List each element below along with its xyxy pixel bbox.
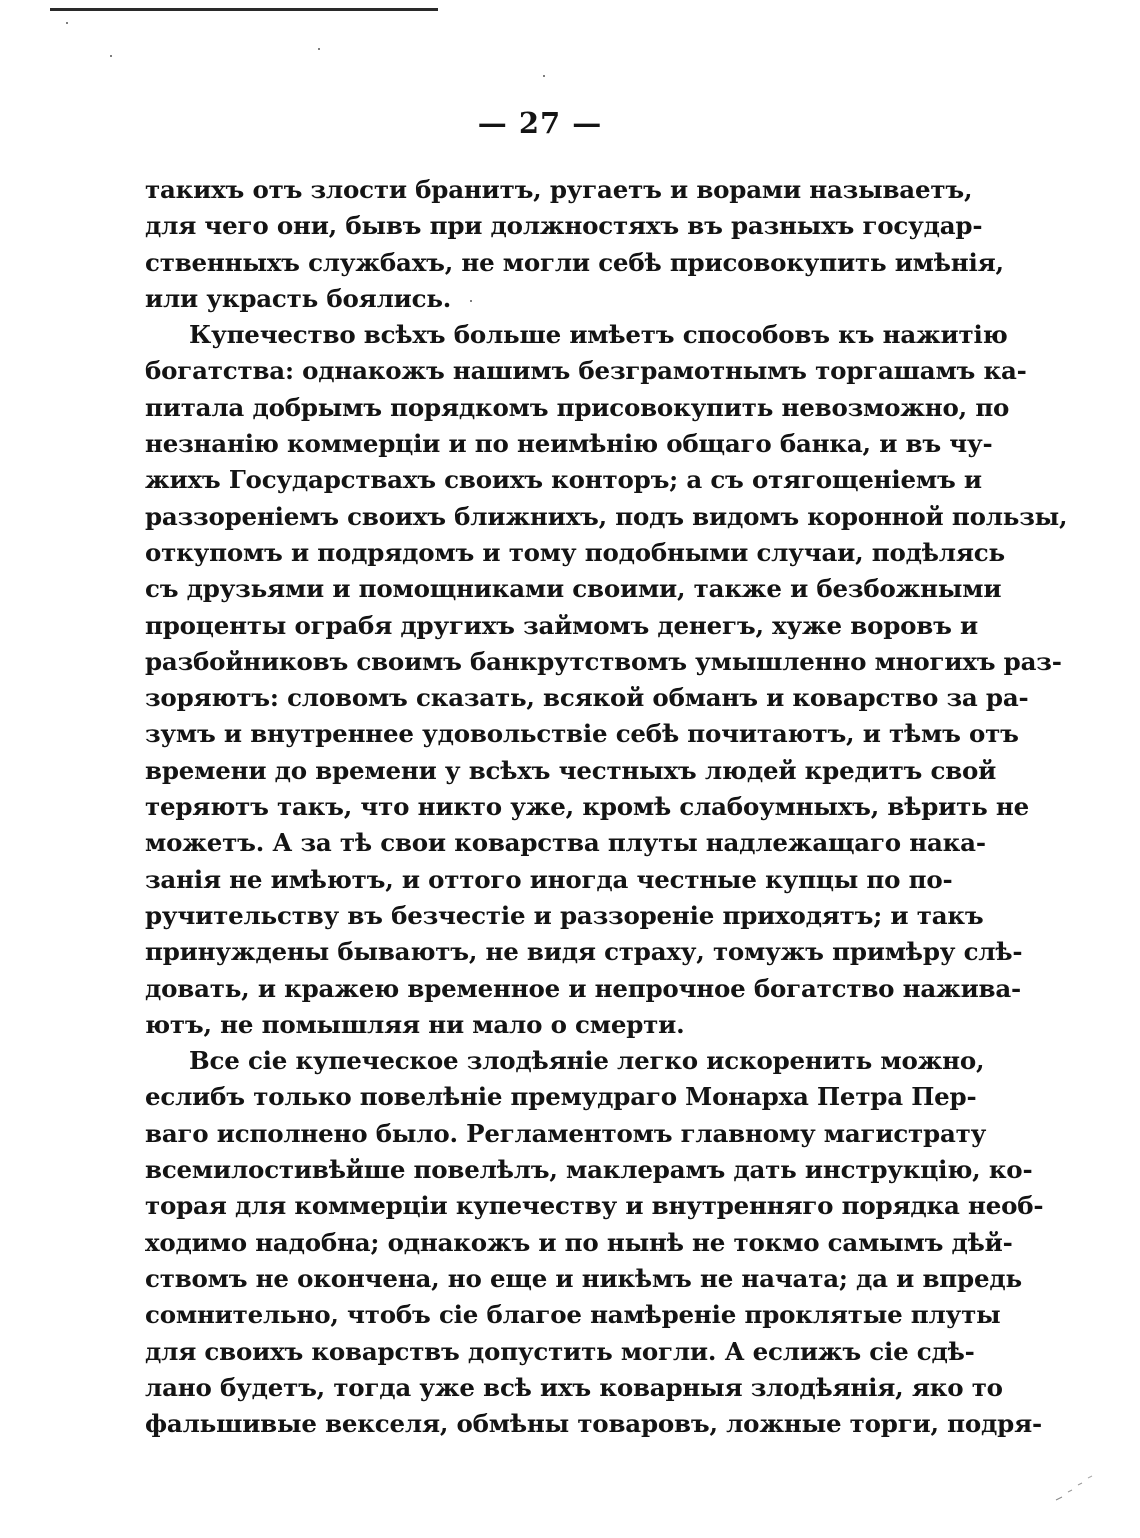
scan-speck [110, 55, 112, 57]
text-line: времени до времени у всѣхъ честныхъ людей кредитъ свой [145, 755, 997, 785]
text-line: довать, и кражею временное и непрочное богатство нажива- [145, 973, 1022, 1003]
text-line: ютъ, не помышляя ни мало о смерти. [145, 1009, 685, 1039]
text-line: лано будетъ, тогда уже всѣ ихъ коварныя злодѣянія, яко то [145, 1372, 1003, 1402]
text-line: можетъ. А за тѣ свои коварства плуты надлежащаго нака- [145, 828, 986, 858]
text-line: принуждены бываютъ, не видя страху, томужъ примѣру слѣ- [145, 937, 1023, 967]
scan-speck [543, 75, 545, 77]
text-line: раззореніемъ своихъ ближнихъ, подъ видомъ коронной пользы, [145, 501, 1068, 531]
text-line: теряютъ такъ, что никто уже, кромѣ слабоумныхъ, вѣрить не [145, 792, 1030, 822]
text-line: проценты ограбя другихъ займомъ денегъ, хуже воровъ и [145, 610, 978, 640]
text-line: разбойниковъ своимъ банкрутствомъ умышленно многихъ раз- [145, 646, 1062, 676]
text-line: съ друзьями и помощниками своими, также и безбожными [145, 574, 1002, 604]
text-line: еслибъ только повелѣніе премудраго Монарха Петра Пер- [145, 1082, 977, 1112]
text-line: ственныхъ службахъ, не могли себѣ присовокупить имѣнія, [145, 247, 1004, 277]
text-line: ствомъ не окончена, но еще и никѣмъ не начата; да и впредь [145, 1263, 1022, 1293]
scan-artifact [1036, 1470, 1106, 1510]
page-number: — 27 — [477, 106, 603, 140]
text-line: ручительству въ безчестіе и раззореніе приходятъ; и такъ [145, 900, 984, 930]
text-line: незнанію коммерціи и по неимѣнію общаго банка, и въ чу- [145, 429, 993, 459]
text-line: жихъ Государствахъ своихъ конторъ; а съ отягощеніемъ и [145, 465, 982, 495]
text-line: зоряютъ: словомъ сказать, всякой обманъ и коварство за ра- [145, 683, 1029, 713]
text-line: богатства: однакожъ нашимъ безграмотнымъ торгашамъ ка- [145, 356, 1027, 386]
text-line: всемилостивѣйше повелѣлъ, маклерамъ дать инструкцію, ко- [145, 1155, 1033, 1185]
text-line: такихъ отъ злости бранитъ, ругаетъ и ворами называетъ, [145, 175, 973, 204]
text-line: ваго исполнено было. Регламентомъ главному магистрату [145, 1118, 987, 1148]
scan-speck [318, 48, 320, 50]
text-line: ходимо надобна; однакожъ и по нынѣ не токмо самымъ дѣй- [145, 1227, 1013, 1257]
top-rule [50, 8, 438, 11]
text-line: для своихъ коварствъ допустить могли. А еслижъ сіе сдѣ- [145, 1336, 975, 1366]
text-line: зумъ и внутреннее удовольствіе себѣ почитаютъ, и тѣмъ отъ [145, 719, 1019, 749]
text-line: Все сіе купеческое злодѣяніе легко искоренить можно, [189, 1046, 985, 1076]
text-line: фальшивые векселя, обмѣны товаровъ, ложные торги, подря- [145, 1409, 1042, 1439]
text-line: Купечество всѣхъ больше имѣетъ способовъ къ нажитію [189, 320, 1008, 350]
body-text [145, 172, 1068, 1442]
text-line: для чего они, бывъ при должностяхъ въ разныхъ государ- [145, 211, 983, 241]
text-line: сомнительно, чтобъ сіе благое намѣреніе проклятые плуты [145, 1300, 1001, 1330]
text-line: торая для коммерціи купечеству и внутренняго порядка необ- [145, 1191, 1044, 1221]
scan-speck [66, 22, 68, 24]
text-line: откупомъ и подрядомъ и тому подобными случаи, подѣлясь [145, 537, 1005, 567]
text-line: питала добрымъ порядкомъ присовокупить невозможно, по [145, 392, 1010, 422]
text-line: занія не имѣютъ, и оттого иногда честные купцы по по- [145, 864, 953, 894]
text-line: или украсть боялись. [145, 283, 452, 313]
